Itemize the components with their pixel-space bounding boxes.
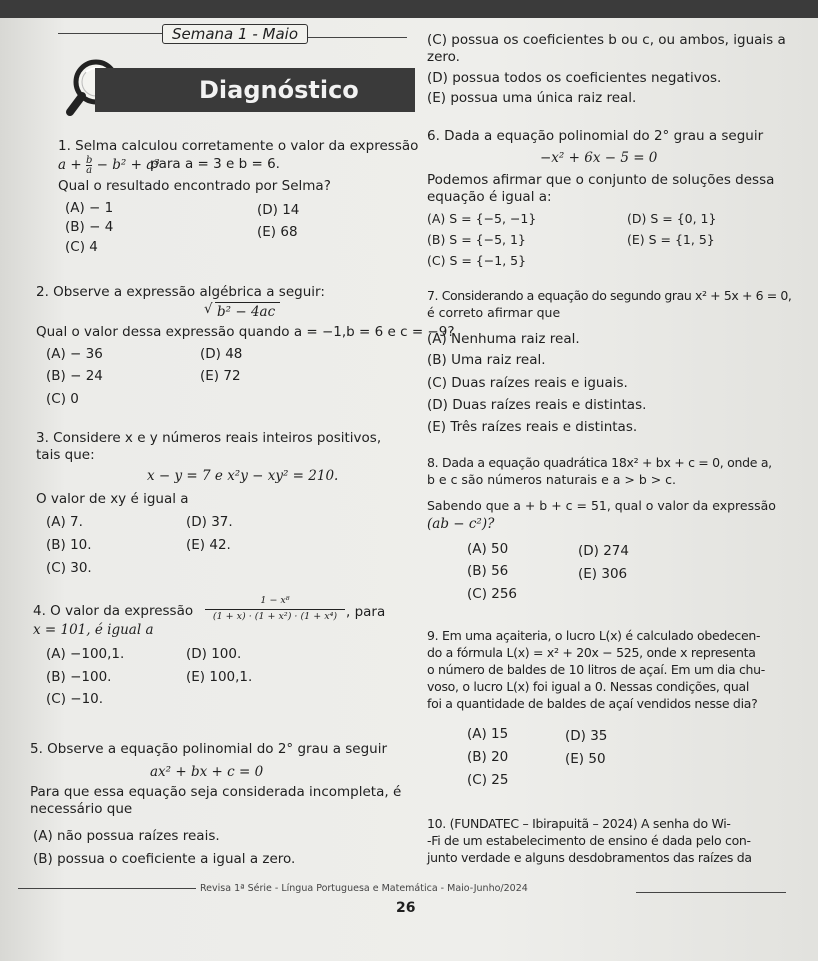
q1-question: Qual o resultado encontrado por Selma? <box>58 178 331 194</box>
header-rule-right <box>307 37 407 38</box>
q1-condition: para a = 3 e b = 6. <box>150 156 280 172</box>
q8-expression: (ab − c²)? <box>427 516 495 532</box>
q6-text-2: equação é igual a: <box>427 189 552 205</box>
q2-expression: b² − 4ac <box>217 304 276 320</box>
q3-stem-2: tais que: <box>36 447 95 463</box>
q9-text-2: do a fórmula L(x) = x² + 20x − 525, onde x representa <box>427 645 756 660</box>
q5-stem: 5. Observe a equação polinomial do 2° grau a seguir <box>30 741 388 757</box>
q1-option-b: (B) − 4 <box>65 219 114 235</box>
q5-question: Para que essa equação seja considerada incompleta, é <box>30 784 402 800</box>
q2-option-c: (C) 0 <box>46 391 79 407</box>
q2-option-b: (B) − 24 <box>46 368 103 384</box>
footer-text: Revisa 1ª Série - Língua Portuguesa e Matemática - Maio-Junho/2024 <box>200 883 528 894</box>
q2-option-d: (D) 48 <box>200 346 243 362</box>
q4-condition: x = 101, é igual a <box>33 622 154 638</box>
q1-option-e: (E) 68 <box>257 224 298 240</box>
q1-option-c: (C) 4 <box>65 239 98 255</box>
week-label: Semana 1 - Maio <box>162 24 308 44</box>
q1-expression: a + $\frac{b}{a}$ − b² + a³ <box>58 155 160 176</box>
q9-text-1: 9. Em uma açaiteria, o lucro L(x) é calculado obedecen- <box>427 628 761 643</box>
q2-question: Qual o valor dessa expressão quando a = −1,b = 6 e c = −9? <box>36 324 455 340</box>
q9-text-5: foi a quantidade de baldes de açaí vendidos nesse dia? <box>427 696 758 711</box>
q7-stem: 7. Considerando a equação do segundo grau x² + 5x + 6 = 0, <box>427 288 792 303</box>
q3-stem: 3. Considere x e y números reais inteiros positivos, <box>36 430 382 446</box>
q7-option-e: (E) Três raízes reais e distintas. <box>427 419 638 435</box>
q7-stem-2: é correto afirmar que <box>427 305 561 320</box>
q6-option-a: (A) S = {−5, −1} <box>427 211 537 226</box>
q4-option-b: (B) −100. <box>46 669 112 685</box>
q3-equation: x − y = 7 e x²y − xy² = 210. <box>147 468 339 484</box>
q7-option-c: (C) Duas raízes reais e iguais. <box>427 375 628 391</box>
q3-question: O valor de xy é igual a <box>36 491 189 507</box>
q9-option-e: (E) 50 <box>565 751 606 767</box>
footer-rule-left <box>18 888 196 889</box>
q10-text-1: 10. (FUNDATEC – Ibirapuitã – 2024) A senha do Wi- <box>427 816 731 831</box>
q2-sqrt-bar <box>215 302 280 303</box>
q3-option-d: (D) 37. <box>186 514 233 530</box>
q2-option-e: (E) 72 <box>200 368 241 384</box>
q7-option-a: (A) Nenhuma raiz real. <box>427 331 580 347</box>
q4-denominator: (1 + x) · (1 + x²) · (1 + x⁴) <box>212 611 338 622</box>
q5-option-b: (B) possua o coeficiente a igual a zero. <box>33 851 296 867</box>
q4-option-d: (D) 100. <box>186 646 242 662</box>
q9-option-d: (D) 35 <box>565 728 608 744</box>
q4-numerator: 1 − x⁸ <box>260 595 290 606</box>
q4-option-e: (E) 100,1. <box>186 669 253 685</box>
q5-equation: ax² + bx + c = 0 <box>150 764 264 780</box>
q8-option-c: (C) 256 <box>467 586 518 602</box>
q4-option-c: (C) −10. <box>46 691 104 707</box>
footer-rule-right <box>636 892 786 893</box>
q4-option-a: (A) −100,1. <box>46 646 125 662</box>
q5-option-e: (E) possua uma única raiz real. <box>427 90 637 106</box>
q3-option-b: (B) 10. <box>46 537 92 553</box>
q9-option-c: (C) 25 <box>467 772 509 788</box>
q6-equation: −x² + 6x − 5 = 0 <box>540 150 658 166</box>
q4-para: , para <box>346 604 386 620</box>
q8-stem-2: b e c são números naturais e a > b > c. <box>427 472 677 487</box>
q8-option-b: (B) 56 <box>467 563 509 579</box>
q8-stem: 8. Dada a equação quadrática 18x² + bx + c = 0, onde a, <box>427 455 772 470</box>
section-title: Diagnóstico <box>95 68 415 112</box>
q3-option-c: (C) 30. <box>46 560 92 576</box>
q10-text-2: -Fi de um estabelecimento de ensino é dada pelo con- <box>427 833 751 848</box>
q3-option-e: (E) 42. <box>186 537 231 553</box>
q4-stem: 4. O valor da expressão <box>33 603 194 619</box>
q1-option-d: (D) 14 <box>257 202 300 218</box>
q7-option-b: (B) Uma raiz real. <box>427 352 546 368</box>
q10-text-3: junto verdade e alguns desdobramentos das raízes da <box>427 850 752 865</box>
q5-option-c: (C) possua os coeficientes b ou c, ou ambos, iguais a <box>427 32 786 48</box>
q6-option-b: (B) S = {−5, 1} <box>427 232 526 247</box>
q5-option-d: (D) possua todos os coeficientes negativos. <box>427 70 722 86</box>
q6-option-e: (E) S = {1, 5} <box>627 232 715 247</box>
q2-stem: 2. Observe a expressão algébrica a seguir: <box>36 284 325 300</box>
q8-stem-3: Sabendo que a + b + c = 51, qual o valor da expressão <box>427 498 776 513</box>
q9-text-3: o número de baldes de 10 litros de açaí. Em um dia chu- <box>427 662 766 677</box>
q6-stem: 6. Dada a equação polinomial do 2° grau a seguir <box>427 128 764 144</box>
q9-option-b: (B) 20 <box>467 749 509 765</box>
q5-option-c-cont: zero. <box>427 49 460 65</box>
q5-option-a: (A) não possua raízes reais. <box>33 828 220 844</box>
header-rule-left <box>58 33 162 34</box>
q6-option-c: (C) S = {−1, 5} <box>427 253 527 268</box>
page-number: 26 <box>396 900 416 916</box>
q6-option-d: (D) S = {0, 1} <box>627 211 717 226</box>
q2-option-a: (A) − 36 <box>46 346 103 362</box>
q2-sqrt-symbol: √ <box>204 301 213 317</box>
q6-text: Podemos afirmar que o conjunto de soluções dessa <box>427 172 775 188</box>
q8-option-a: (A) 50 <box>467 541 509 557</box>
q8-option-d: (D) 274 <box>578 543 629 559</box>
q9-text-4: voso, o lucro L(x) foi igual a 0. Nessas condições, qual <box>427 679 750 694</box>
q9-option-a: (A) 15 <box>467 726 509 742</box>
q1-stem: 1. Selma calculou corretamente o valor da expressão <box>58 138 419 154</box>
q1-option-a: (A) − 1 <box>65 200 114 216</box>
q8-option-e: (E) 306 <box>578 566 628 582</box>
q3-option-a: (A) 7. <box>46 514 83 530</box>
top-dark-strip <box>0 0 818 18</box>
q4-fraction-line <box>205 609 345 610</box>
q5-question-2: necessário que <box>30 801 133 817</box>
q7-option-d: (D) Duas raízes reais e distintas. <box>427 397 647 413</box>
